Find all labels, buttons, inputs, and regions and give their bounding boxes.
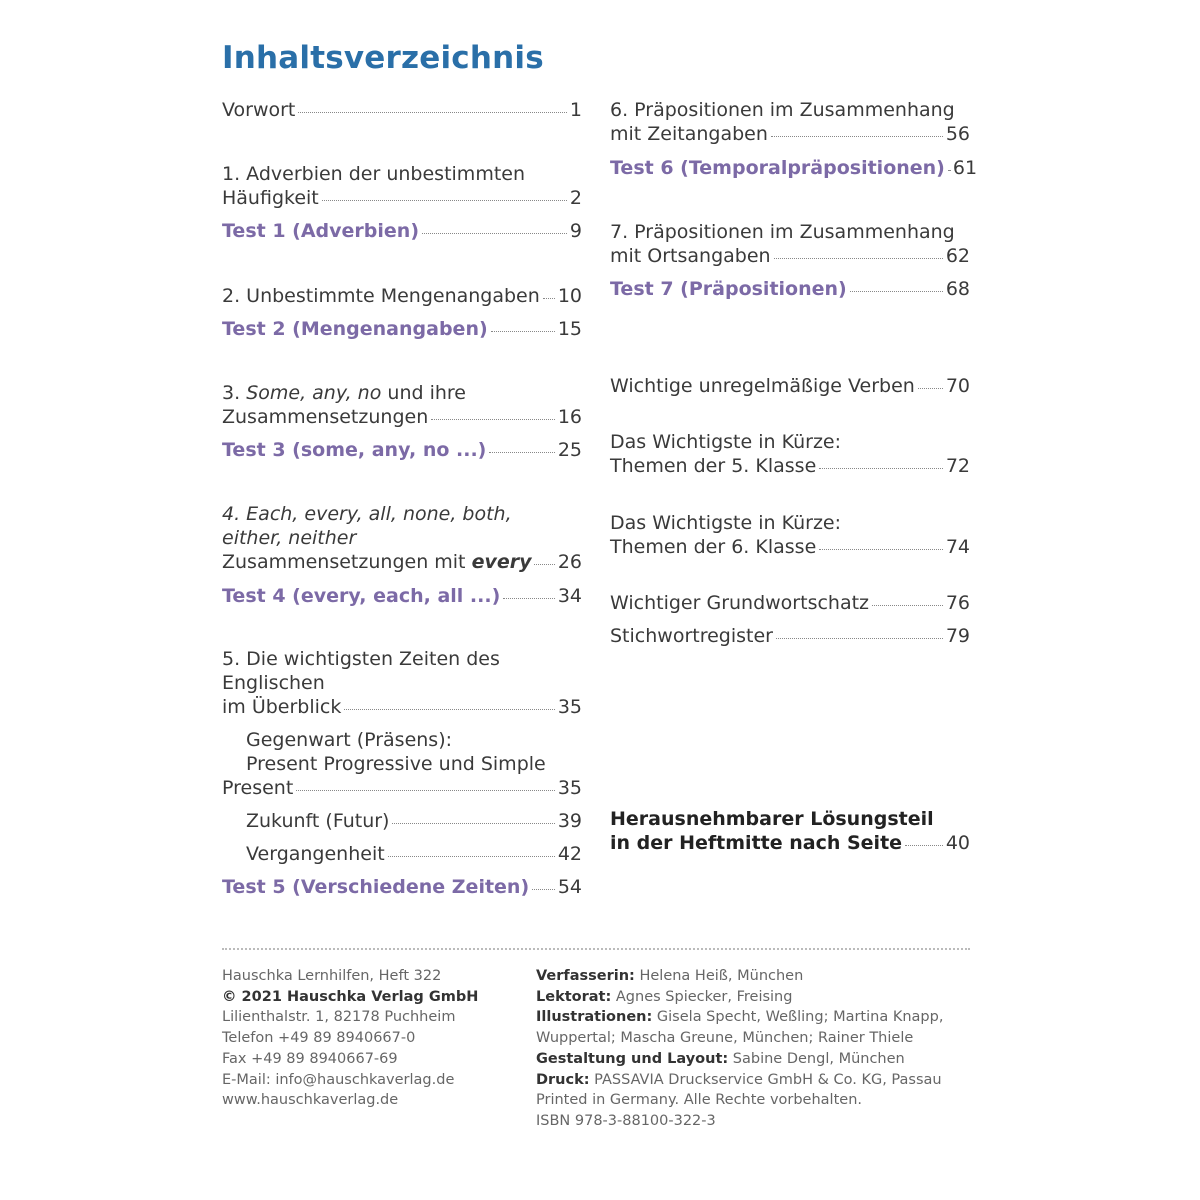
toc-entry-zukunft[interactable]: Zukunft (Futur) 39 [246,810,582,832]
toc-entry-chapter-4[interactable]: 4. Each, every, all, none, both, either, neither Zusammensetzungen mit every 26 [222,503,582,573]
footer-phone: Telefon +49 89 8940667-0 [222,1030,416,1047]
footer-divider [222,948,970,950]
credit-line: Illustrationen: Gisela Specht, Weßling; Martina Knapp, [536,1009,944,1026]
toc-entry-stichwortregister[interactable]: Stichwortregister 79 [610,625,970,647]
page-title: Inhaltsverzeichnis [222,40,544,76]
publisher-info [222,966,522,1111]
footer-address: Lilienthalstr. 1, 82178 Puchheim [222,1009,456,1026]
toc-entry-test-2[interactable]: Test 2 (Mengenangaben) 15 [222,318,582,340]
toc-entry-gegenwart[interactable]: Gegenwart (Präsens): Present Progressive und Simple Present 35 [222,729,582,799]
toc-entry-chapter-2[interactable]: 2. Unbestimmte Mengenangaben 10 [222,285,582,307]
toc-entry-vorwort[interactable]: Vorwort 1 [222,99,582,121]
footer-copyright: © 2021 Hauschka Verlag GmbH [222,988,479,1005]
toc-entry-chapter-1[interactable]: 1. Adverbien der unbestimmten Häufigkeit 2 [222,163,582,209]
toc-entry-klasse-5[interactable]: Das Wichtigste in Kürze: Themen der 5. Klasse 72 [610,431,970,477]
credits [536,966,976,1132]
credit-line: Wuppertal; Mascha Greune, München; Rainer Thiele [536,1030,914,1047]
toc-entry-chapter-5[interactable]: 5. Die wichtigsten Zeiten des Englischen im Überblick 35 [222,648,582,718]
credit-line: Verfasserin: Helena Heiß, München [536,968,804,984]
toc-entry-test-7[interactable]: Test 7 (Präpositionen) 68 [610,278,970,300]
footer-fax: Fax +49 89 8940667-69 [222,1050,398,1067]
footer-website-link[interactable]: www.hauschkaverlag.de [222,1092,399,1109]
credit-line: Printed in Germany. Alle Rechte vorbehalten. [536,1092,862,1109]
toc-entry-test-6[interactable]: Test 6 (Temporalpräpositionen) 61 [610,157,978,179]
toc-entry-grundwortschatz[interactable]: Wichtiger Grundwortschatz 76 [610,592,970,614]
credit-line: ISBN 978-3-88100-322-3 [536,1112,716,1129]
toc-entry-test-5[interactable]: Test 5 (Verschiedene Zeiten) 54 [222,876,582,898]
toc-entry-loesungsteil[interactable]: Herausnehmbarer Lösungsteil in der Heftmitte nach Seite 40 [610,808,970,854]
toc-entry-chapter-6[interactable]: 6. Präpositionen im Zusammenhang mit Zeitangaben 56 [610,99,970,145]
toc-entry-test-4[interactable]: Test 4 (every, each, all ...) 34 [222,585,582,607]
toc-entry-test-3[interactable]: Test 3 (some, any, no ...) 25 [222,439,582,461]
footer-series: Hauschka Lernhilfen, Heft 322 [222,968,442,984]
credit-line: Druck: PASSAVIA Druckservice GmbH & Co. KG, Passau [536,1071,942,1088]
credit-line: Lektorat: Agnes Spiecker, Freising [536,988,793,1005]
footer-email-link[interactable]: E-Mail: info@hauschkaverlag.de [222,1071,455,1088]
toc-entry-chapter-7[interactable]: 7. Präpositionen im Zusammenhang mit Ortsangaben 62 [610,221,970,267]
credit-line: Gestaltung und Layout: Sabine Dengl, München [536,1050,905,1067]
toc-entry-verben[interactable]: Wichtige unregelmäßige Verben 70 [610,375,970,397]
toc-entry-test-1[interactable]: Test 1 (Adverbien) 9 [222,220,582,242]
toc-entry-chapter-3[interactable]: 3. Some, any, no und ihre Zusammensetzungen 16 [222,382,582,428]
toc-entry-vergangenheit[interactable]: Vergangenheit 42 [246,843,582,865]
toc-entry-klasse-6[interactable]: Das Wichtigste in Kürze: Themen der 6. Klasse 74 [610,512,970,558]
